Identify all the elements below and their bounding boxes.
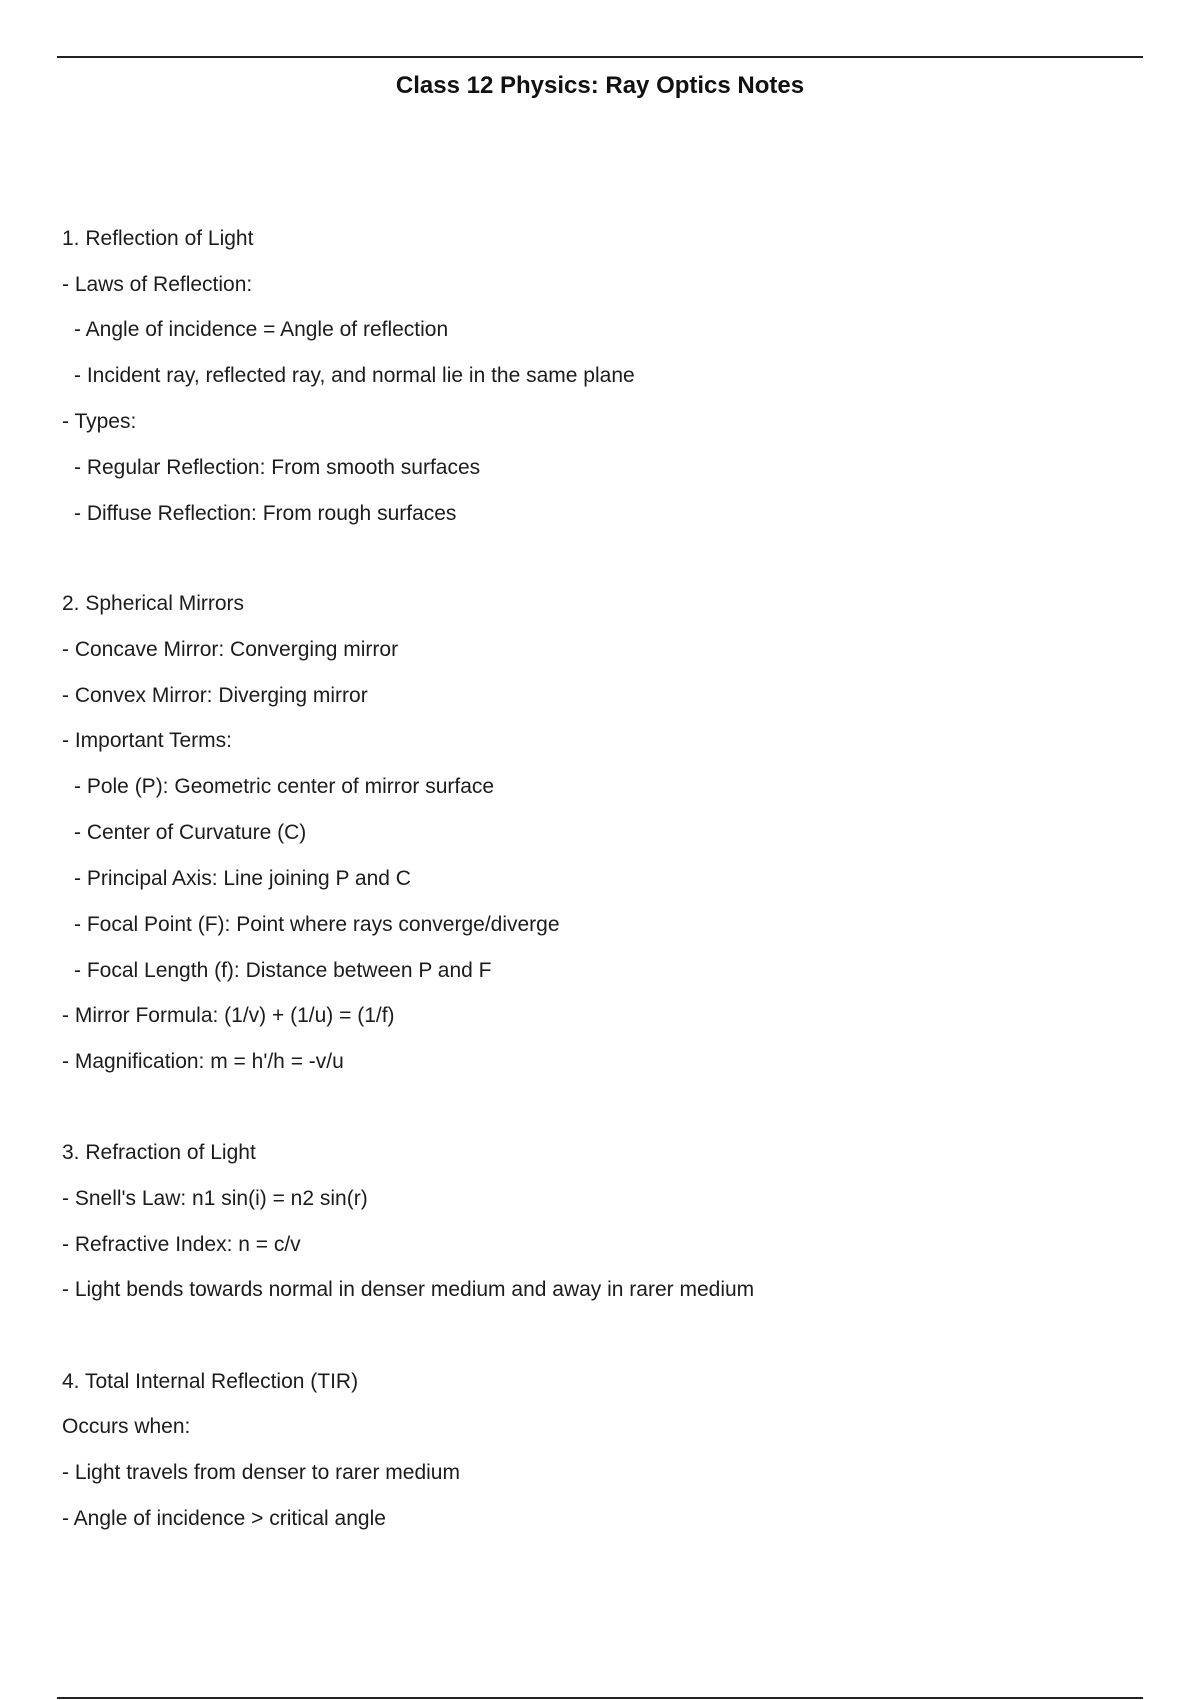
section-2-line-10: - Magnification: m = h'/h = -v/u: [62, 1050, 344, 1073]
document-title: Class 12 Physics: Ray Optics Notes: [395, 72, 805, 99]
section-2-line-4: - Pole (P): Geometric center of mirror surface: [74, 775, 495, 798]
section-2-line-9: - Mirror Formula: (1/v) + (1/u) = (1/f): [62, 1004, 395, 1027]
section-2-line-2: - Convex Mirror: Diverging mirror: [62, 684, 368, 707]
section-4-line-2: - Light travels from denser to rarer medium: [62, 1461, 460, 1484]
section-1-line-1: - Laws of Reflection:: [62, 273, 253, 296]
section-1-line-3: - Incident ray, reflected ray, and normal lie in the same plane: [74, 364, 635, 387]
section-4-line-3: - Angle of incidence > critical angle: [62, 1507, 386, 1530]
section-2-line-1: - Concave Mirror: Converging mirror: [62, 638, 399, 661]
section-2-line-3: - Important Terms:: [62, 729, 232, 752]
section-2-line-8: - Focal Length (f): Distance between P and F: [74, 959, 492, 982]
section-2-line-7: - Focal Point (F): Point where rays converge/diverge: [74, 913, 560, 936]
section-4-heading: 4. Total Internal Reflection (TIR): [62, 1370, 359, 1393]
section-2-line-6: - Principal Axis: Line joining P and C: [74, 867, 411, 890]
section-1-line-4: - Types:: [62, 410, 137, 433]
section-3-heading: 3. Refraction of Light: [62, 1141, 256, 1164]
section-1-heading: 1. Reflection of Light: [62, 227, 254, 250]
section-3-line-1: - Snell's Law: n1 sin(i) = n2 sin(r): [62, 1187, 368, 1210]
section-3-line-2: - Refractive Index: n = c/v: [62, 1233, 301, 1256]
section-1-line-2: - Angle of incidence = Angle of reflection: [74, 318, 449, 341]
section-4-line-1: Occurs when:: [62, 1415, 191, 1438]
section-2-heading: 2. Spherical Mirrors: [62, 592, 245, 615]
top-rule: [57, 56, 1143, 58]
section-2-line-5: - Center of Curvature (C): [74, 821, 307, 844]
section-1-line-6: - Diffuse Reflection: From rough surfaces: [74, 502, 457, 525]
bottom-rule: [57, 1697, 1143, 1699]
section-3-line-3: - Light bends towards normal in denser medium and away in rarer medium: [62, 1278, 755, 1301]
section-1-line-5: - Regular Reflection: From smooth surfaces: [74, 456, 481, 479]
